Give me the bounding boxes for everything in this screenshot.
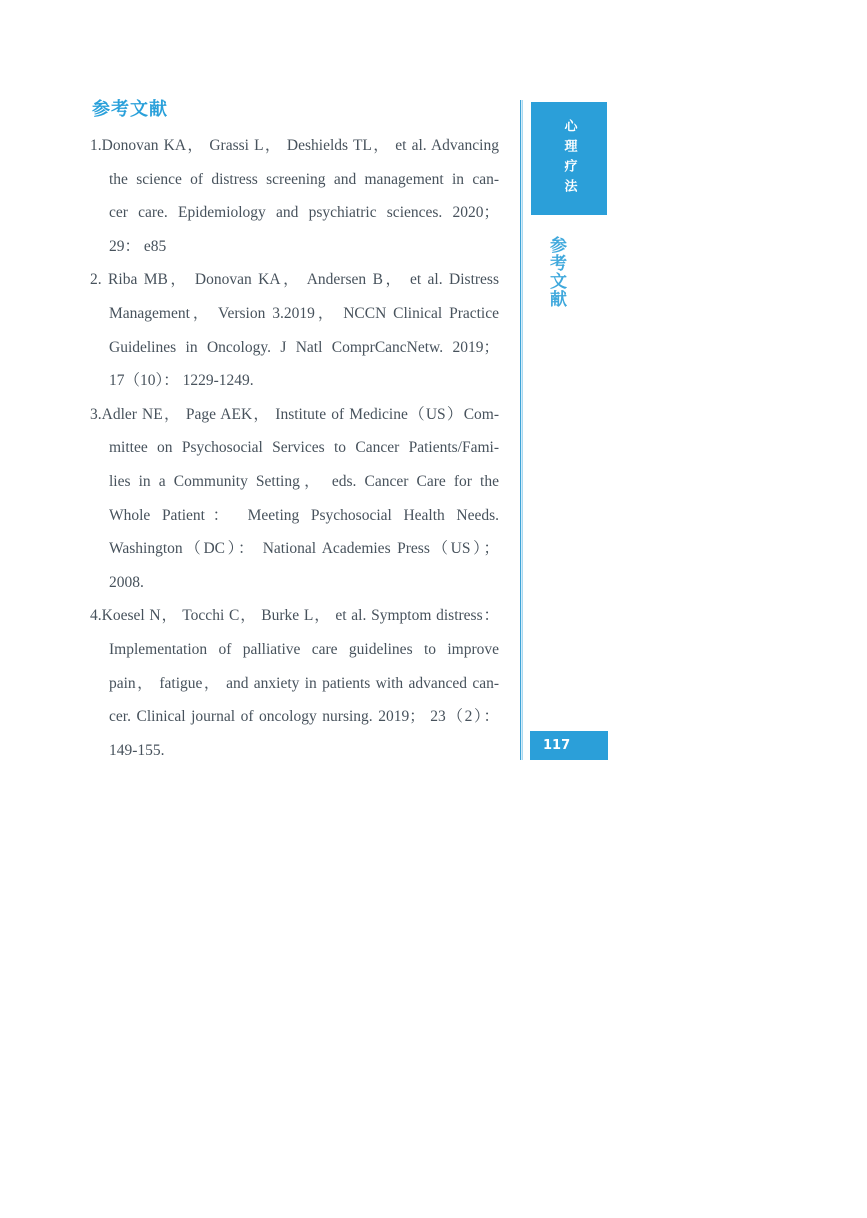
- reference-line: [90, 599, 499, 633]
- reference-line: cer. Clinical journal of oncology nursing. 2019； 23（2）：: [109, 708, 499, 726]
- reference-line: Washington（DC）： National Academies Press（US）；: [109, 540, 499, 558]
- reference-text: Riba MB， Donovan KA， Andersen B， et al. Distress: [101, 271, 499, 289]
- sidebar-rule: [520, 100, 523, 760]
- reference-line: 2008.: [109, 573, 144, 591]
- reference-text: Adler NE， Page AEK， Institute of Medicine（US）Com-: [101, 405, 499, 423]
- reference-line: 29： e85: [109, 237, 167, 255]
- reference-number: 1.: [90, 137, 102, 154]
- reference-text: Koesel N， Tocchi C， Burke L， et al. Symptom distress：: [101, 607, 499, 625]
- reference-line: [90, 129, 499, 163]
- reference-line: 149-155.: [109, 741, 165, 759]
- reference-list: [90, 129, 499, 767]
- reference-line: Whole Patient： Meeting Psychosocial Health Needs.: [109, 506, 499, 524]
- reference-line: mittee on Psychosocial Services to Cancer Patients/Fami-: [109, 439, 499, 457]
- reference-line: the science of distress screening and management in can-: [109, 170, 499, 188]
- reference-line: 17（10）： 1229-1249.: [109, 372, 254, 390]
- reference-text: Donovan KA， Grassi L， Deshields TL， et al. Advancing: [101, 137, 499, 154]
- page-title: 参考文献: [92, 99, 168, 120]
- reference-line: Guidelines in Oncology. J Natl ComprCancNetw. 2019；: [109, 338, 499, 356]
- reference-line: Implementation of palliative care guidelines to improve: [109, 640, 499, 658]
- section-label: 参考文献: [546, 236, 566, 308]
- reference-number: 3.: [90, 405, 102, 423]
- reference-line: Management， Version 3.2019， NCCN Clinical Practice: [109, 304, 499, 322]
- page-number-badge: [530, 731, 608, 760]
- reference-line: lies in a Community Setting， eds. Cancer Care for the: [109, 472, 499, 490]
- chapter-tab-label: 心理疗法: [561, 118, 577, 199]
- reference-item: [90, 599, 499, 767]
- reference-line: cer care. Epidemiology and psychiatric sciences. 2020；: [109, 204, 499, 222]
- reference-line: [90, 263, 499, 297]
- reference-line: [90, 398, 499, 432]
- reference-line: pain， fatigue， and anxiety in patients with advanced can-: [109, 674, 499, 692]
- reference-item: [90, 398, 499, 600]
- reference-number: 4.: [90, 607, 102, 625]
- reference-item: [90, 263, 499, 397]
- reference-number: 2.: [90, 271, 102, 289]
- page-number: 117: [543, 738, 571, 753]
- chapter-tab: [531, 102, 607, 215]
- reference-item: [90, 129, 499, 263]
